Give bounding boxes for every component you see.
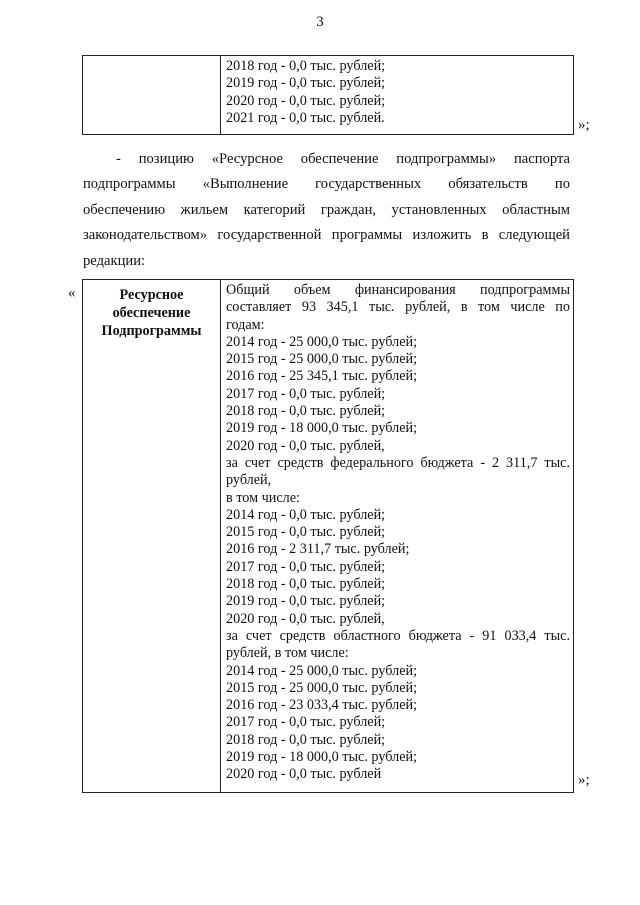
paragraph-line: законодательством» государственной программы изложить в следующей <box>83 227 570 244</box>
content-line: 2017 год - 0,0 тыс. рублей; <box>226 558 386 575</box>
resource-table <box>82 279 574 793</box>
content-line: 2015 год - 0,0 тыс. рублей; <box>226 524 386 541</box>
content-line: 2015 год - 25 000,0 тыс. рублей; <box>226 351 418 368</box>
content-line: 2020 год - 0,0 тыс. рублей <box>226 766 382 783</box>
main-table-closing-quote: »; <box>578 772 590 788</box>
resource-label-cell <box>83 280 221 793</box>
table-line: 2019 год - 0,0 тыс. рублей; <box>226 75 386 92</box>
content-line: 2016 год - 25 345,1 тыс. рублей; <box>226 368 418 385</box>
content-line: Общий объем финансирования подпрограммы <box>226 282 570 298</box>
top-table-closing-quote: »; <box>578 117 590 133</box>
content-line: годам: <box>226 316 265 333</box>
resource-content-cell <box>221 280 574 793</box>
content-line: за счет средств областного бюджета - 91 033,4 тыс. <box>226 627 570 644</box>
paragraph-line: обеспечению жильем категорий граждан, установленных областным <box>83 201 570 218</box>
table-line: 2021 год - 0,0 тыс. рублей. <box>226 109 385 126</box>
label-line: Подпрограммы <box>101 323 202 339</box>
content-line: составляет 93 345,1 тыс. рублей, в том числе по <box>226 299 570 316</box>
table-line: 2018 год - 0,0 тыс. рублей; <box>226 58 386 74</box>
table-line: 2020 год - 0,0 тыс. рублей; <box>226 92 386 109</box>
page-number: 3 <box>316 14 324 30</box>
content-line: 2014 год - 25 000,0 тыс. рублей; <box>226 333 418 350</box>
top-table-empty-cell <box>83 56 221 135</box>
top-table <box>82 55 574 135</box>
paragraph-line: подпрограммы «Выполнение государственных обязательств по <box>83 176 570 193</box>
content-line: 2016 год - 2 311,7 тыс. рублей; <box>226 541 410 558</box>
instruction-paragraph <box>83 147 570 274</box>
resource-content <box>221 280 573 784</box>
paragraph-line: редакции: <box>83 252 146 269</box>
resource-label <box>83 280 220 340</box>
content-line: рублей, в том числе: <box>226 645 349 662</box>
paragraph-line: - позицию «Ресурсное обеспечение подпрограммы» паспорта <box>116 151 570 167</box>
top-table-lines <box>221 56 573 127</box>
top-table-content-cell <box>221 56 574 135</box>
main-table-opening-quote: « <box>68 285 76 301</box>
content-line: в том числе: <box>226 489 300 506</box>
content-line: 2019 год - 18 000,0 тыс. рублей; <box>226 749 418 766</box>
label-line: Ресурсное <box>119 287 184 303</box>
content-line: 2014 год - 25 000,0 тыс. рублей; <box>226 662 418 679</box>
content-line: 2018 год - 0,0 тыс. рублей; <box>226 403 386 420</box>
content-line: 2016 год - 23 033,4 тыс. рублей; <box>226 697 418 714</box>
content-line: 2014 год - 0,0 тыс. рублей; <box>226 506 386 523</box>
content-line: 2019 год - 18 000,0 тыс. рублей; <box>226 420 418 437</box>
content-line: 2018 год - 0,0 тыс. рублей; <box>226 731 386 748</box>
content-line: 2019 год - 0,0 тыс. рублей; <box>226 593 386 610</box>
label-line: обеспечение <box>112 305 191 321</box>
content-line: за счет средств федерального бюджета - 2 311,7 тыс. <box>226 454 570 471</box>
content-line: 2017 год - 0,0 тыс. рублей; <box>226 714 386 731</box>
content-line: 2015 год - 25 000,0 тыс. рублей; <box>226 679 418 696</box>
content-line: 2020 год - 0,0 тыс. рублей, <box>226 437 385 454</box>
content-line: 2017 год - 0,0 тыс. рублей; <box>226 385 386 402</box>
content-line: рублей, <box>226 472 272 489</box>
content-line: 2018 год - 0,0 тыс. рублей; <box>226 576 386 593</box>
content-line: 2020 год - 0,0 тыс. рублей, <box>226 610 385 627</box>
